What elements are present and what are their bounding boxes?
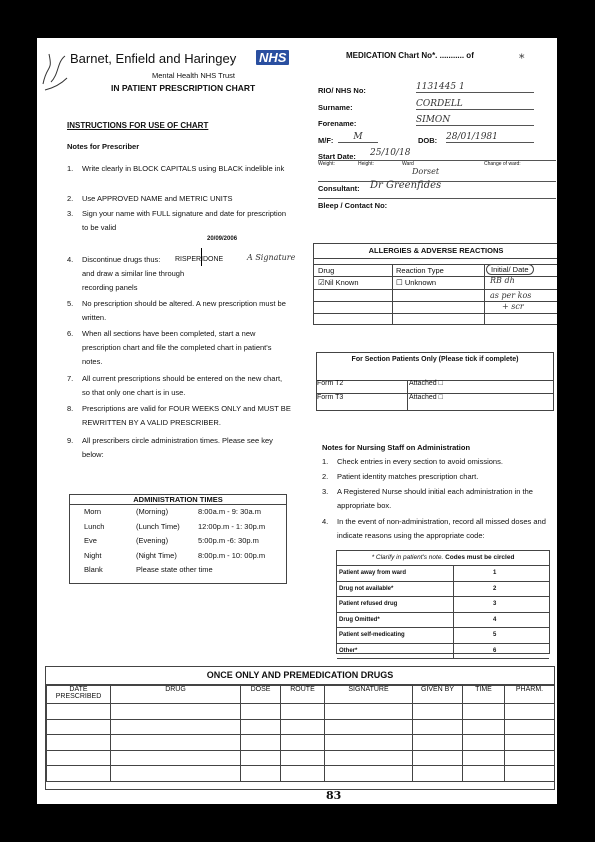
- code-row: Drug not available* 2: [337, 582, 549, 598]
- table-cell[interactable]: [505, 735, 555, 751]
- bleep-label: Bleep / Contact No:: [318, 201, 388, 210]
- code-row: Patient self-medicating 5: [337, 628, 549, 644]
- prescriber-notes-title: Notes for Prescriber: [67, 142, 140, 151]
- medication-chart-number: MEDICATION Chart No*. ........... of: [346, 51, 474, 60]
- table-cell[interactable]: [413, 766, 463, 782]
- ward-row: [318, 160, 556, 182]
- table-row: [47, 750, 555, 766]
- code-row: Patient away from ward 1: [337, 566, 549, 582]
- start-date-label: Start Date:: [318, 152, 356, 161]
- table-row: [47, 704, 555, 720]
- form-t3-attached[interactable]: Attached □: [409, 394, 443, 401]
- table-cell[interactable]: [325, 719, 413, 735]
- table-row: [47, 735, 555, 751]
- table-row: [47, 766, 555, 782]
- code-row: Other* 6: [337, 644, 549, 660]
- form-t3: Form T3: [317, 394, 344, 401]
- table-cell[interactable]: [505, 750, 555, 766]
- column-header: DATE PRESCRIBED: [47, 686, 111, 704]
- change-ward-label: Change of ward:: [484, 161, 521, 167]
- rio-label: RIO/ NHS No:: [318, 86, 366, 95]
- example-date: 20/09/2006: [207, 236, 238, 242]
- weight-label: Weight:: [318, 161, 335, 167]
- patient-details: [318, 82, 556, 217]
- table-cell[interactable]: [47, 719, 111, 735]
- unknown-checkbox[interactable]: ☐ Unknown: [396, 278, 437, 287]
- table-cell[interactable]: [413, 750, 463, 766]
- table-cell[interactable]: [241, 735, 281, 751]
- table-cell[interactable]: [463, 704, 505, 720]
- page-number: 83: [326, 789, 342, 802]
- admin-time-row: Eve (Evening) 5:00p.m -6: 30p.m: [84, 536, 259, 545]
- chart-number-value: *: [519, 52, 525, 65]
- table-cell[interactable]: [325, 735, 413, 751]
- prescriber-instructions: 1. Write clearly in BLOCK CAPITALS using BLACK indelible ink 2. Use APPROVED NAME and METRIC UNITS 3. Sign your name with FULL signature and date for prescription to be valid 20/09/2006 4. Discontinue drugs thus: RISPERIDONE A Signature and draw a similar line through recording panels 5. No prescription should be altered. A new prescription must be written. 6. When all sections have been completed, start a new prescription chart and file the completed chart in patient's notes. 7. All current prescriptions should be entered on the new chart, so that only one chart is in use. 8. Prescriptions are valid for FOUR WEEKS ONLY and MUST BE REWRITTEN BY A VALID PRESCRIBER. 9. All prescribers circle administration times. Please see key below:: [67, 164, 296, 459]
- table-cell[interactable]: [505, 719, 555, 735]
- once-only-grid: [46, 685, 555, 782]
- surname-label: Surname:: [318, 103, 353, 112]
- surname-value[interactable]: CORDELL: [416, 99, 534, 110]
- discontinue-line: [201, 248, 210, 266]
- table-cell[interactable]: [241, 719, 281, 735]
- example-drug: RISPERIDONE: [175, 256, 224, 263]
- column-header: DOSE: [241, 686, 281, 704]
- table-cell[interactable]: [111, 766, 241, 782]
- once-only-title: ONCE ONLY AND PREMEDICATION DRUGS: [46, 667, 554, 685]
- allergies-box: [313, 243, 557, 325]
- admin-times-box: [69, 494, 287, 584]
- table-cell[interactable]: [111, 719, 241, 735]
- dob-value[interactable]: 28/01/1981: [446, 132, 534, 143]
- table-cell[interactable]: [505, 704, 555, 720]
- col-reaction: Reaction Type: [396, 266, 444, 275]
- table-cell[interactable]: [111, 735, 241, 751]
- forename-value[interactable]: SIMON: [416, 115, 534, 126]
- table-cell[interactable]: [111, 750, 241, 766]
- codes-table: [336, 550, 550, 654]
- column-header: PHARM.: [505, 686, 555, 704]
- handwritten-note: as per kos: [490, 291, 532, 300]
- table-cell[interactable]: [281, 750, 325, 766]
- table-cell[interactable]: [505, 766, 555, 782]
- table-cell[interactable]: [281, 704, 325, 720]
- admin-time-row: Night (Night Time) 8:00p.m - 10: 00p.m: [84, 550, 266, 560]
- col-drug: Drug: [318, 266, 335, 275]
- nil-known-checkbox[interactable]: ☑Nil Known: [318, 278, 359, 287]
- height-label: Height:: [358, 161, 374, 167]
- consultant-value[interactable]: Dr Greenfides: [370, 180, 442, 191]
- column-header: TIME: [463, 686, 505, 704]
- admin-time-row: Blank Please state other time: [84, 565, 213, 574]
- table-row: [47, 719, 555, 735]
- table-cell[interactable]: [413, 719, 463, 735]
- table-cell[interactable]: [325, 704, 413, 720]
- signature-scribble-icon: [39, 44, 69, 98]
- table-cell[interactable]: [47, 735, 111, 751]
- nursing-notes-title: Notes for Nursing Staff on Administration: [322, 443, 471, 452]
- handwritten-note: + scr: [502, 302, 524, 311]
- codes-header: * Clarify in patient's note. Codes must be circled: [337, 551, 549, 566]
- trust-subname: Mental Health NHS Trust: [152, 71, 235, 80]
- table-cell[interactable]: [47, 704, 111, 720]
- table-cell[interactable]: [111, 704, 241, 720]
- table-cell[interactable]: [47, 766, 111, 782]
- start-date-value[interactable]: 25/10/18: [370, 148, 411, 158]
- instructions-title: INSTRUCTIONS FOR USE OF CHART: [67, 121, 209, 130]
- item4-continuation: and draw a similar line through recording panels: [82, 269, 185, 292]
- table-cell[interactable]: [413, 735, 463, 751]
- admin-time-row: Morn (Morning) 8:00a.m - 9: 30a.m: [84, 507, 261, 516]
- table-cell[interactable]: [281, 735, 325, 751]
- trust-name: Barnet, Enfield and Haringey: [70, 51, 237, 66]
- nursing-notes: 1. Check entries in every section to avoid omissions. 2. Patient identity matches prescription chart. 3. A Registered Nurse should initial each administration in the appropriate box. 4. In the event of non-administration, record all missed doses and indicate reasons using the appropriate code:: [322, 457, 546, 540]
- table-cell[interactable]: [463, 766, 505, 782]
- column-header: ROUTE: [281, 686, 325, 704]
- table-cell[interactable]: [47, 750, 111, 766]
- consultant-label: Consultant:: [318, 184, 360, 193]
- prescription-chart-page: [37, 38, 557, 804]
- admin-time-row: Lunch (Lunch Time) 12:00p.m - 1: 30p.m: [84, 521, 266, 531]
- handwritten-initial: RB dh: [490, 276, 515, 285]
- once-only-table: [45, 666, 555, 790]
- table-cell[interactable]: [463, 735, 505, 751]
- table-cell[interactable]: [241, 704, 281, 720]
- table-cell[interactable]: [281, 719, 325, 735]
- column-header: DRUG: [111, 686, 241, 704]
- column-header: GIVEN BY: [413, 686, 463, 704]
- col-initial: Initial/ Date: [486, 264, 534, 275]
- ward-label: Ward: [402, 161, 414, 167]
- forename-label: Forename:: [318, 119, 357, 128]
- mf-label: M/F:: [318, 136, 334, 145]
- table-cell[interactable]: [463, 750, 505, 766]
- table-cell[interactable]: [413, 704, 463, 720]
- admin-times-title: ADMINISTRATION TIMES: [70, 495, 286, 505]
- column-header: SIGNATURE: [325, 686, 413, 704]
- table-cell[interactable]: [325, 750, 413, 766]
- table-cell[interactable]: [281, 766, 325, 782]
- dob-label: DOB:: [418, 136, 438, 145]
- table-cell[interactable]: [325, 766, 413, 782]
- table-cell[interactable]: [241, 766, 281, 782]
- rio-value[interactable]: 1131445 1: [416, 82, 534, 93]
- section-patients-box: [316, 352, 554, 411]
- form-t2: Form T2: [317, 380, 344, 387]
- ward-value[interactable]: Dorset: [412, 167, 440, 176]
- code-row: Patient refused drug 3: [337, 597, 549, 613]
- mf-value[interactable]: M: [338, 132, 378, 143]
- form-t2-attached[interactable]: Attached □: [409, 380, 443, 387]
- table-cell[interactable]: [241, 750, 281, 766]
- code-row: Drug Omitted* 4: [337, 613, 549, 629]
- section-patients-title: For Section Patients Only (Please tick if complete): [351, 356, 519, 363]
- table-cell[interactable]: [463, 719, 505, 735]
- allergies-title: ALLERGIES & ADVERSE REACTIONS: [314, 244, 557, 259]
- chart-title: IN PATIENT PRESCRIPTION CHART: [111, 83, 256, 93]
- nhs-logo: NHS: [256, 50, 289, 65]
- example-signature: A Signature: [247, 253, 296, 262]
